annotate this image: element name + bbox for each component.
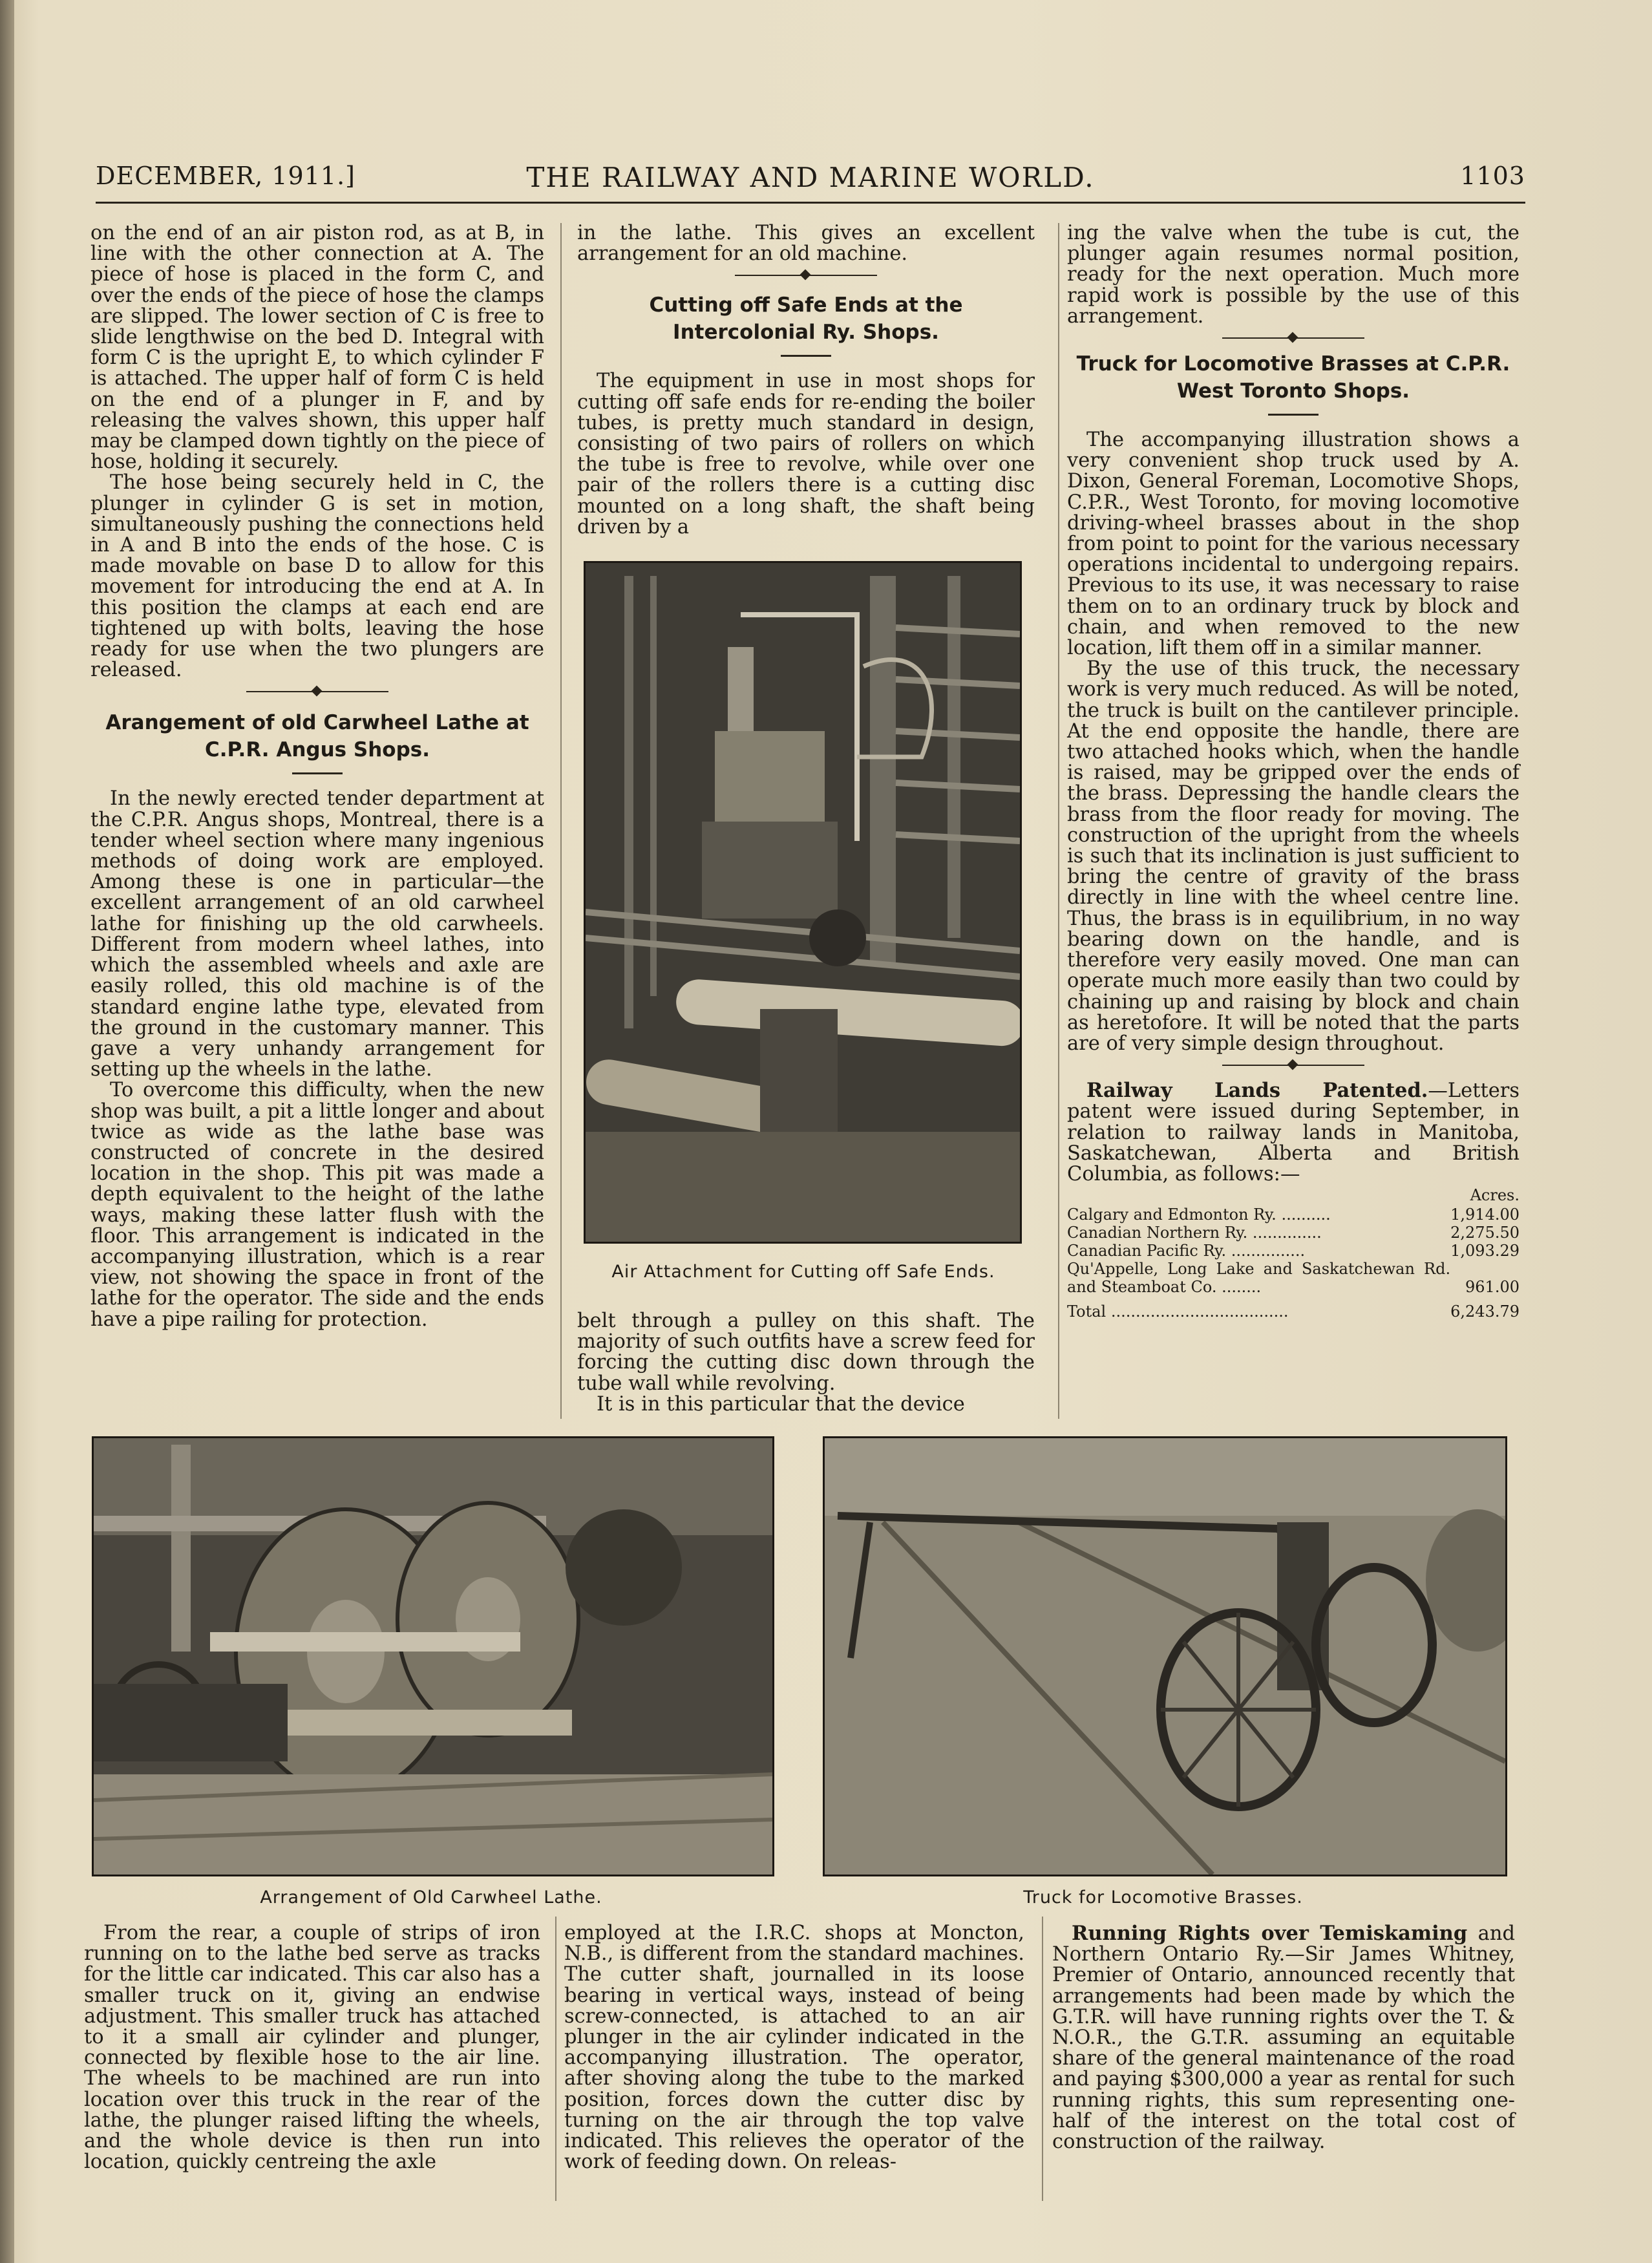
section-separator bbox=[1222, 1058, 1364, 1072]
section-heading: Arangement of old Carwheel Lathe at C.P.R. Angus Shops. bbox=[105, 711, 529, 762]
binding-spine bbox=[0, 0, 14, 2263]
issue-date: DECEMBER, 1911.] bbox=[96, 162, 355, 190]
table-cell-name: Calgary and Edmonton Ry. .......... bbox=[1067, 1206, 1331, 1224]
column-1 bbox=[90, 223, 544, 1330]
table-cell-name: Qu'Appelle, Long Lake and Saskatchewan Rd. and Steamboat Co. ........ bbox=[1067, 1260, 1451, 1297]
column-divider bbox=[1058, 223, 1059, 1419]
section-heading: Cutting off Safe Ends at the Intercolonial Ry. Shops. bbox=[649, 293, 963, 345]
journal-title: THE RAILWAY AND MARINE WORLD. bbox=[526, 162, 1095, 193]
lands-text: —Letters patent were issued during September, in relation to railway lands in Manitoba, Saskatchewan, Alberta and British Columbia, as follows:— bbox=[1067, 1079, 1520, 1185]
table-cell-value: 961.00 bbox=[1465, 1278, 1520, 1297]
heading-rule bbox=[292, 772, 343, 774]
photo-caption: Truck for Locomotive Brasses. bbox=[1023, 1887, 1303, 1907]
section-separator bbox=[735, 268, 877, 282]
photo-air-attachment bbox=[584, 561, 1022, 1244]
paragraph: To overcome this difficulty, when the new shop was built, a pit a little longer and about twice as wide as the lathe base was constructed of concrete in the desired location in the shop. This pit was made a depth equivalent to the height of the lathe ways, making these latter flush with the floor. This arrangement is indicated in the accompanying illustration, which is a rear view, not showing the space in front of the lathe for the operator. The side and the ends have a pipe railing for protection. bbox=[90, 1079, 544, 1331]
column-divider bbox=[555, 1917, 556, 2201]
section-separator bbox=[246, 685, 388, 699]
heading-rule bbox=[781, 355, 831, 357]
running-rights-lead: Running Rights over Temiskaming bbox=[1072, 1922, 1468, 1945]
table-cell-name: Canadian Pacific Ry. ............... bbox=[1067, 1242, 1306, 1260]
paragraph: In the newly erected tender department at the C.P.R. Angus shops, Montreal, there is a tender wheel section where many ingenious methods of doing work are employed. Among these is one in particular—the excellent arrangement of an old carwheel lathe for finishing up the old carwheels. Different from modern wheel lathes, into which the assembled wheels and axle are easily rolled, this old machine is of the standard engine lathe type, elevated from the ground in the customary manner. This gave a very unhandy arrangement for setting up the wheels in the lathe. bbox=[90, 787, 544, 1081]
paragraph: From the rear, a couple of strips of iron running on to the lathe bed serve as tracks for the little car indicated. This car also has a smaller truck on it, giving an endwise adjustment. This smaller truck has attached to it a small air cylinder and plunger, connected by flexible hose to the air line. The wheels to be machined are run into location over this truck in the rear of the lathe, the plunger raised lifting the wheels, and the whole device is then run into location, quickly centreing the axle bbox=[84, 1922, 540, 2174]
paragraph bbox=[1052, 1923, 1515, 2152]
photo-caption: Air Attachment for Cutting off Safe Ends. bbox=[611, 1262, 995, 1282]
column-3 bbox=[1067, 223, 1520, 1321]
paragraph: The accompanying illustration shows a very convenient shop truck used by A. Dixon, General Foreman, Locomotive Shops, C.P.R., West Toronto, for moving locomotive driving-wheel brasses about in the shop from point to point for the various necessary operations incidental to undergoing repairs. Previous to its use, it was necessary to raise them on to an ordinary truck by block and chain, and when removed to the new location, lift them off in a similar manner. bbox=[1067, 429, 1520, 660]
paragraph: in the lathe. This gives an excellent arrangement for an old machine. bbox=[577, 222, 1035, 266]
heading-rule bbox=[1268, 414, 1318, 416]
paragraph: It is in this particular that the device bbox=[597, 1392, 965, 1416]
header-rule bbox=[96, 202, 1525, 204]
brass-truck-image bbox=[825, 1438, 1505, 1875]
column-2-continued bbox=[577, 1311, 1035, 1415]
table-cell-value: 6,243.79 bbox=[1450, 1302, 1520, 1321]
photo-caption: Arrangement of Old Carwheel Lathe. bbox=[260, 1887, 602, 1907]
paragraph: on the end of an air piston rod, as at B, in line with the other connection at A. The piece of hose is placed in the form C, and over the ends of the piece of hose the clamps are slipped. The lower section of C is free to slide lengthwise on the bed D. Integral with form C is the upright E, to which cylinder F is attached. The upper half of form C is held on the end of a plunger in F, and by releasing the valves shown, this upper half may be clamped down tightly on the piece of hose, holding it securely. bbox=[90, 222, 544, 474]
photo-carwheel-lathe bbox=[92, 1436, 774, 1876]
bottom-column-2 bbox=[564, 1923, 1024, 2173]
paragraph: employed at the I.R.C. shops at Moncton, N.B., is different from the standard machines. The cutter shaft, journalled in its loose bearing in vertical ways, instead of being screw-connected, is attached to an air plunger in the air cylinder indicated in the accompanying illustration. The operator, after shoving along the tube to the marked position, forces down the cutter disc by turning on the air through the top valve indicated. This relieves the operator of the work of feeding down. On releas- bbox=[564, 1922, 1024, 2174]
bottom-column-3 bbox=[1052, 1923, 1515, 2152]
table-cell-name: Total .................................... bbox=[1067, 1302, 1289, 1321]
paragraph: By the use of this truck, the necessary work is very much reduced. As will be noted, the truck is built on the cantilever principle. At the end opposite the handle, there are two attached hooks which, when the handle is raised, may be gripped over the ends of the brass. Depressing the handle clears the brass from the floor ready for moving. The construction of the upright from the wheels is such that its inclination is just sufficient to bring the centre of gravity of the brass directly in line with the wheel centre line. Thus, the brass is in equilibrium, in no way bearing down on the handle, and is therefore very easily moved. One man can operate much more easily than two could by chaining up and raising by block and chain as heretofore. It will be noted that the parts are of very simple design throughout. bbox=[1067, 657, 1520, 1055]
page-number: 1103 bbox=[1460, 162, 1525, 190]
air-attachment-image bbox=[586, 563, 1020, 1242]
table-cell-value: 1,093.29 bbox=[1450, 1242, 1520, 1260]
carwheel-lathe-image bbox=[94, 1438, 772, 1875]
bottom-column-1 bbox=[84, 1923, 540, 2173]
paragraph: ing the valve when the tube is cut, the plunger again resumes normal position, ready for the next operation. Much more rapid work is possible by the use of this arrangement. bbox=[1067, 222, 1520, 328]
table-row bbox=[1067, 1260, 1520, 1296]
table-cell-value: 2,275.50 bbox=[1450, 1224, 1520, 1242]
table-row bbox=[1067, 1242, 1520, 1260]
acres-table bbox=[1067, 1206, 1520, 1321]
column-divider bbox=[1042, 1917, 1043, 2201]
paragraph bbox=[1067, 1080, 1520, 1185]
lands-lead: Railway Lands Patented. bbox=[1086, 1079, 1428, 1103]
paragraph: The equipment in use in most shops for cutting off safe ends for re-ending the boiler tubes, is pretty much standard in design, consisting of two pairs of rollers on which the tube is free to revolve, while over one pair of the rollers there is a cutting disc mounted on a long shaft, the shaft being driven by a bbox=[577, 370, 1035, 538]
table-row-total bbox=[1067, 1296, 1520, 1321]
paragraph: belt through a pulley on this shaft. The majority of such outfits have a screw feed for forcing the cutting disc down through the tube wall while revolving. bbox=[577, 1310, 1035, 1395]
photo-brass-truck bbox=[823, 1436, 1507, 1876]
column-divider bbox=[560, 223, 562, 1419]
section-heading: Truck for Locomotive Brasses at C.P.R. West Toronto Shops. bbox=[1076, 352, 1510, 403]
table-row bbox=[1067, 1224, 1520, 1242]
column-2 bbox=[577, 223, 1035, 538]
section-separator bbox=[1222, 331, 1364, 345]
table-cell-value: 1,914.00 bbox=[1450, 1206, 1520, 1224]
running-rights-text: and Northern Ontario Ry.—Sir James Whitney, Premier of Ontario, announced recently that arrangements had been made by which the G.T.R. will have running rights over the T. & N.O.R., the G.T.R. assuming an equitable share of the general maintenance of the road and paying $300,000 a year as rental for such running rights, this sum representing one-half of the interest on the total cost of construction of the railway. bbox=[1052, 1922, 1515, 2154]
paragraph: The hose being securely held in C, the plunger in cylinder G is set in motion, simultaneously pushing the connections held in A and B into the ends of the hose. C is made movable on base D to allow for this movement for introducing the end at A. In this position the clamps at each end are tightened up with bolts, leaving the hose ready for use when the two plungers are released. bbox=[90, 471, 544, 682]
table-row bbox=[1067, 1206, 1520, 1224]
table-cell-name: Canadian Northern Ry. .............. bbox=[1067, 1224, 1322, 1242]
acres-column-header: Acres. bbox=[1470, 1186, 1520, 1205]
running-header bbox=[96, 162, 1525, 200]
